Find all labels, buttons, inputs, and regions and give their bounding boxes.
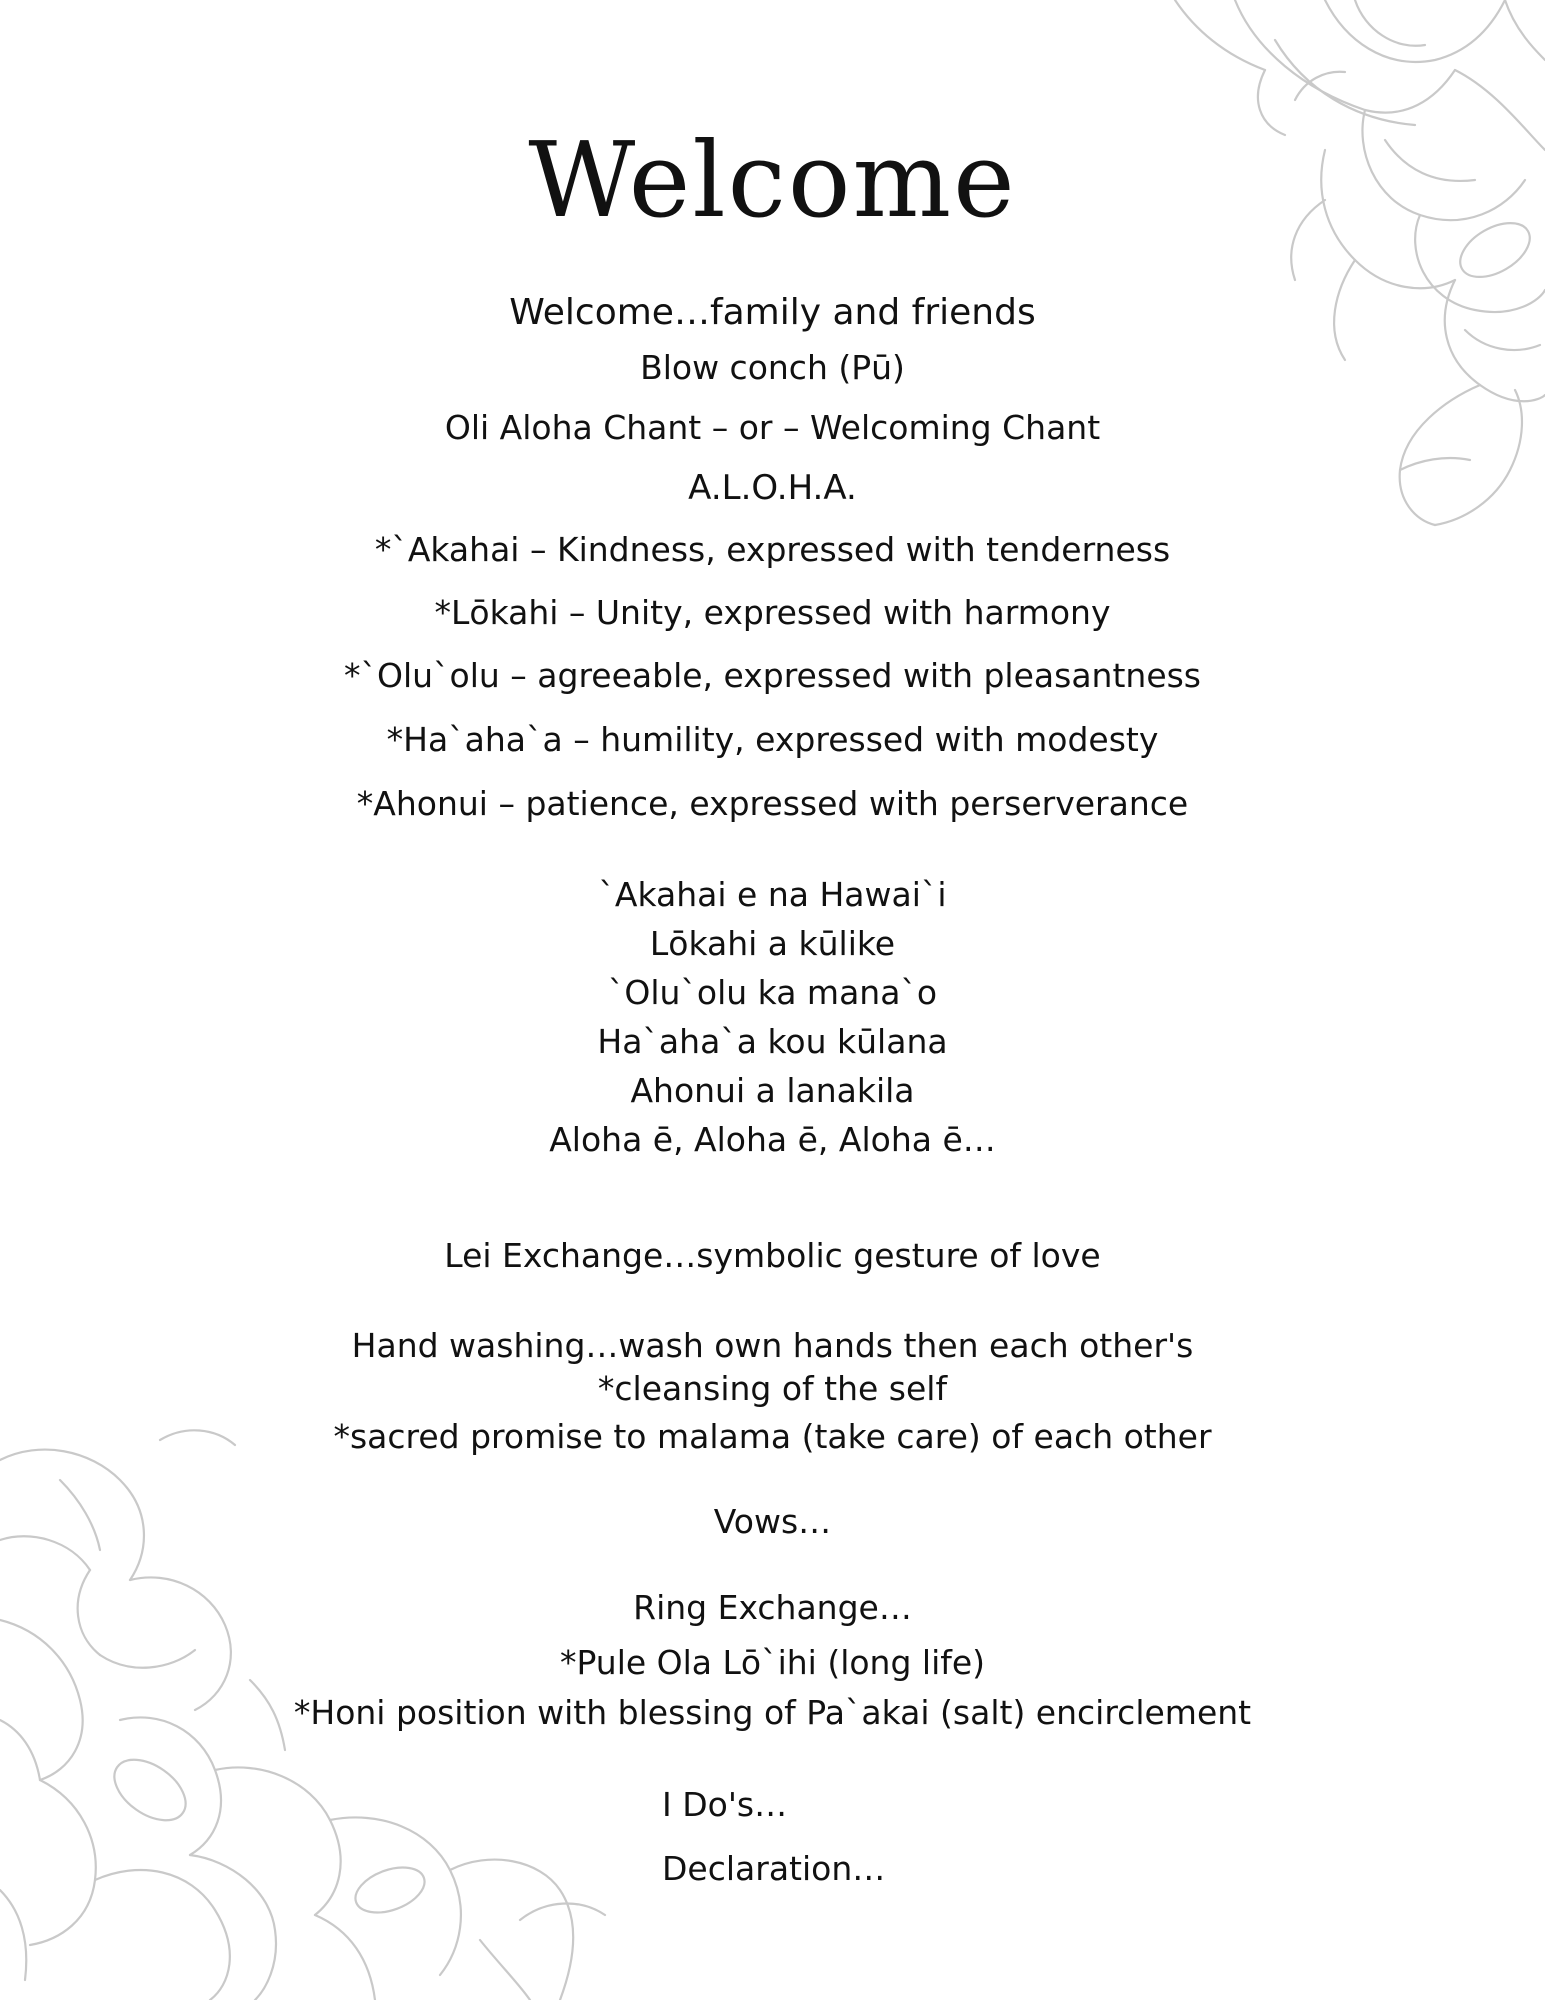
ring-exchange-item: *Honi position with blessing of Pa`akai (salt) encirclement [293,1693,1252,1732]
aloha-value-ahonui: *Ahonui – patience, expressed with perserverance [356,784,1189,823]
chant-line-6: Aloha ē, Aloha ē, Aloha ē… [549,1120,996,1159]
aloha-value-lokahi: *Lōkahi – Unity, expressed with harmony [434,593,1111,632]
lei-exchange-line: Lei Exchange…symbolic gesture of love [444,1236,1101,1275]
chant-line-5: Ahonui a lanakila [630,1071,915,1110]
vows-line: Vows… [713,1502,832,1541]
chant-line-1: `Akahai e na Hawai`i [598,875,947,914]
aloha-heading: A.L.O.H.A. [688,468,857,508]
i-dos-line: I Do's… [662,1785,788,1824]
page-title: Welcome [528,119,1017,241]
aloha-value-haahaa: *Ha`aha`a – humility, expressed with modesty [386,720,1159,759]
ring-exchange-item: *Pule Ola Lō`ihi (long life) [559,1643,986,1682]
ring-exchange-heading: Ring Exchange… [633,1588,912,1627]
welcome-line: Welcome…family and friends [509,292,1036,333]
chant-line: Oli Aloha Chant – or – Welcoming Chant [444,408,1101,447]
chant-line-2: Lōkahi a kūlike [649,924,896,963]
aloha-value-akahai: *`Akahai – Kindness, expressed with tenderness [374,530,1171,569]
hand-washing-item: *sacred promise to malama (take care) of each other [333,1417,1212,1456]
hand-washing-item: *cleansing of the self [597,1369,948,1408]
aloha-value-oluolu: *`Olu`olu – agreeable, expressed with pleasantness [343,656,1202,695]
chant-line-4: Ha`aha`a kou kūlana [597,1022,948,1061]
conch-line: Blow conch (Pū) [640,348,905,387]
chant-line-3: `Olu`olu ka mana`o [607,973,938,1012]
hand-washing-heading: Hand washing…wash own hands then each other's [351,1326,1194,1365]
declaration-line: Declaration… [662,1849,886,1888]
